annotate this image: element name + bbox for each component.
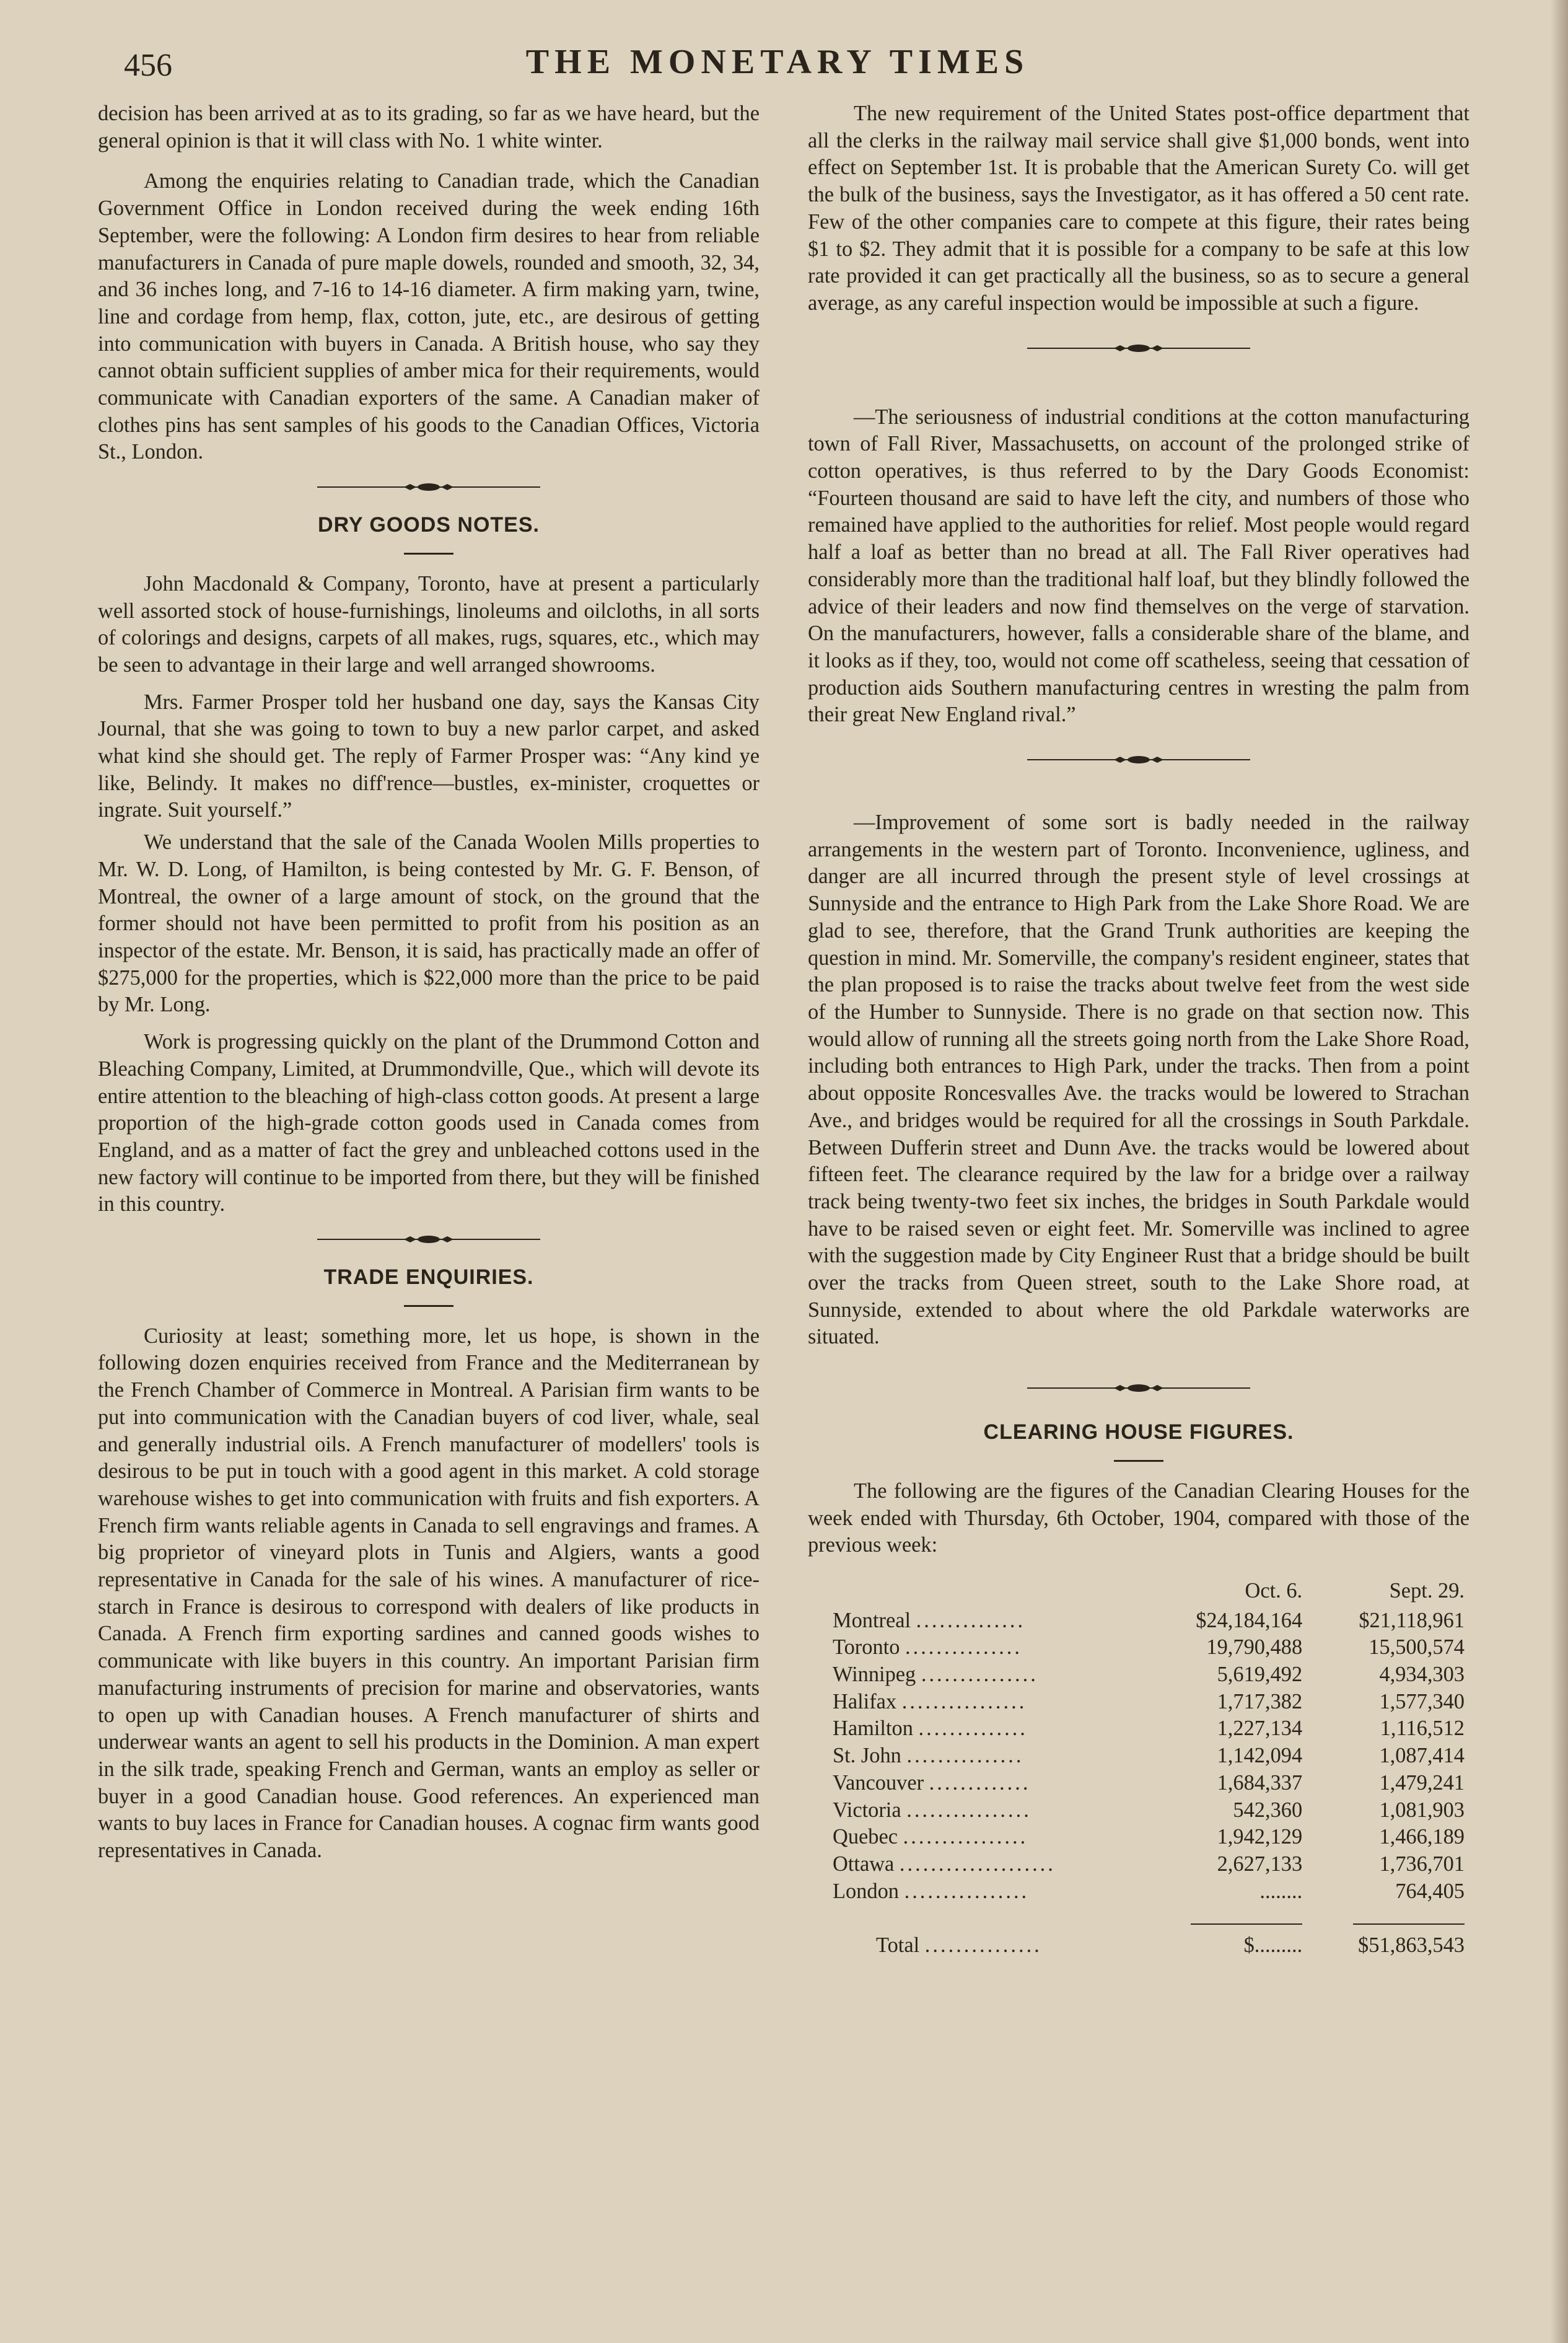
ornament-divider — [1027, 754, 1250, 766]
city-name: Halifax — [833, 1689, 897, 1713]
total-sep: $51,863,543 — [1358, 1933, 1465, 1958]
city-name: Winnipeg — [833, 1663, 916, 1687]
sep-value: 4,934,303 — [1379, 1663, 1465, 1687]
table-row — [833, 1743, 1465, 1770]
city-name: St. John — [833, 1744, 901, 1768]
dry-goods-paragraph: We understand that the sale of the Canada Woolen Mills properties to Mr. W. D. Long, of Hamilton, is being contested by Mr. G. F. Benson, of Montreal, the owner of a large amount of stock, on the ground that the former should not have been permitted to profit from his position as an inspector of the estate. Mr. Benson, it is said, has practically made an offer of $275,000 for the properties, which is $22,000 more than the price to be paid by Mr. Long. — [98, 830, 760, 1017]
heading-rule — [404, 1305, 453, 1307]
clearing-house-table — [833, 1578, 1465, 1959]
left-column — [98, 100, 760, 1870]
dry-goods-paragraph: Work is progressing quickly on the plant of the Drummond Cotton and Bleaching Company, Limited, at Drummondville, Que., which will devote its entire attention to the bleaching of high-class cotton goods. At present a large proportion of the high-grade cotton goods used in Canada comes from England, and as a matter of fact the grey and unbleached cottons used in the new factory will continue to be imported from there, but they will be finished in this country. — [98, 1030, 760, 1216]
leader-dots: ................ — [903, 1825, 1028, 1849]
dry-goods-paragraph: John Macdonald & Company, Toronto, have at present a particularly well assorted stock of house-furnishings, linoleums and oilcloths, in all sorts of colorings and designs, carpets of all makes, rugs, squares, etc., which may be seen to advantage in their large and well arranged showrooms. — [98, 571, 760, 677]
page-number: 456 — [124, 48, 172, 83]
city-name: London — [833, 1879, 899, 1903]
leader-dots: ................ — [906, 1798, 1031, 1822]
sep-value: 15,500,574 — [1369, 1635, 1465, 1659]
ornament-divider — [1027, 1382, 1250, 1394]
leader-dots: .............. — [918, 1717, 1028, 1741]
london-enquiries-paragraph: Among the enquiries relating to Canadian trade, which the Canadian Government Office in London received during the week ending 16th September, were the following: A London firm desires to hear from reliable manufacturers in Canada of pure maple dowels, rounded and smooth, 32, 34, and 36 inches long, and 7-16 to 14-16 diameter. A firm making yarn, twine, line and cordage from hemp, flax, cotton, jute, etc., are desirous of getting into communication with buyers in Canada. A British house, who say they cannot obtain sufficient supplies of amber mica for their requirements, would communicate with Canadian exporters of the same. A Canadian maker of clothes pins has sent samples of his goods to the Canadian Offices, Victoria St., London. — [98, 169, 760, 464]
oct-value: 1,684,337 — [1217, 1770, 1303, 1795]
total-row — [833, 1932, 1465, 1959]
oct-value: 542,360 — [1233, 1798, 1303, 1822]
table-header-blank — [833, 1578, 1163, 1607]
clearing-intro-paragraph: The following are the figures of the Canadian Clearing Houses for the week ended with Thursday, 6th October, 1904, compared with those of the previous week: — [808, 1479, 1469, 1557]
leader-dots: .................... — [899, 1852, 1056, 1876]
oct-value: $24,184,164 — [1196, 1608, 1303, 1632]
city-name: Hamilton — [833, 1717, 913, 1741]
city-name: Vancouver — [833, 1770, 924, 1795]
leader-dots: ............... — [924, 1933, 1042, 1958]
oct-value: 2,627,133 — [1217, 1852, 1303, 1876]
trade-enquiries-paragraph: Curiosity at least; something more, let us hope, is shown in the following dozen enquiries received from France and the Mediterranean by the French Chamber of Commerce in Montreal. A Parisian firm wants to be put into communication with the Canadian buyers of cod liver, whale, seal and generally industrial oils. A French manufacturer of modellers' tools is desirous to be put in touch with a good agent in this market. A cold storage warehouse wishes to get into communication with fruits and fish exporters. A French firm wants reliable agents in Canada to sell engravings and frames. A big proprietor of vineyard plots in Tunis and Algiers, wants a good representative in Canada for the sale of his wines. A manufacturer of rice-starch in France is desirous to correspond with dealers of like products in Canada. A French firm exporting sardines and canned goods wishes to communicate with like buyers in this country. An important Parisian firm manufacturing instruments of precision for marine and observatories, wants to open up with Canadian houses. A French manufacturer of shirts and underwear wants an agent to sell his products in the Dominion. A man expert in the silk trade, speaking French and German, wants an employ as seller or buyer in a good Canadian house. Good references. An experienced man wants to buy laces in France for Canadian houses. A cognac firm wants good representatives in Canada. — [98, 1324, 760, 1863]
leader-dots: ............... — [921, 1663, 1038, 1687]
leader-dots: ................ — [904, 1879, 1030, 1903]
city-name: Quebec — [833, 1825, 898, 1849]
table-row — [833, 1715, 1465, 1743]
sum-rule — [1191, 1923, 1302, 1925]
table-row — [833, 1878, 1465, 1906]
right-column — [808, 100, 1469, 1959]
table-row — [833, 1824, 1465, 1851]
leader-dots: ............... — [905, 1635, 1022, 1659]
page-header — [93, 42, 1462, 92]
sep-value: $21,118,961 — [1359, 1608, 1465, 1632]
sep-value: 1,466,189 — [1379, 1825, 1465, 1849]
city-name: Toronto — [833, 1635, 900, 1659]
sep-value: 1,087,414 — [1379, 1744, 1465, 1768]
sep-value: 1,116,512 — [1380, 1717, 1465, 1741]
dry-goods-heading: DRY GOODS NOTES. — [318, 513, 540, 537]
sum-rule-row — [833, 1905, 1465, 1932]
sep-value: 1,081,903 — [1379, 1798, 1465, 1822]
oct-value: ........ — [1259, 1879, 1303, 1903]
masthead-title: THE MONETARY TIMES — [525, 43, 1030, 81]
dry-goods-paragraph: Mrs. Farmer Prosper told her husband one day, says the Kansas City Journal, that she was going to town to buy a new parlor carpet, and asked what kind she should get. The reply of Farmer Prosper was: “Any kind ye like, Belindy. It makes no diff'rence—bustles, ex-minister, croquettes or ingrate. Suit yourself.” — [98, 690, 760, 822]
leader-dots: ............... — [906, 1744, 1024, 1768]
trade-enquiries-heading: TRADE ENQUIRIES. — [323, 1265, 534, 1290]
grading-paragraph: decision has been arrived at as to its grading, so far as we have heard, but the general opinion is that it will class with No. 1 white winter. — [98, 102, 760, 152]
sep-value: 764,405 — [1395, 1879, 1465, 1903]
heading-rule — [404, 553, 453, 555]
table-row — [833, 1661, 1465, 1689]
clearing-house-heading: CLEARING HOUSE FIGURES. — [983, 1420, 1294, 1444]
city-name: Victoria — [833, 1798, 901, 1822]
oct-value: 1,227,134 — [1217, 1717, 1303, 1741]
post-office-paragraph: The new requirement of the United States post-office department that all the clerks in the railway mail service shall give $1,000 bonds, went into effect on September 1st. It is probable that the American Surety Co. will get the bulk of the business, says the Investigator, as it has offered a 50 cent rate. Few of the other companies care to compete at this figure, their rates being $1 to $2. They admit that it is possible for a company to be safe at this low rate provided it can get practically all the business, so as to secure a general average, as any careful inspection would be impossible at such a figure. — [808, 102, 1469, 315]
table-row — [833, 1851, 1465, 1878]
page-edge-shadow — [1551, 0, 1568, 2343]
table-header-oct: Oct. 6. — [1245, 1578, 1303, 1602]
sep-value: 1,736,701 — [1379, 1852, 1465, 1876]
table-row — [833, 1607, 1465, 1635]
sep-value: 1,577,340 — [1379, 1689, 1465, 1713]
sep-value: 1,479,241 — [1379, 1770, 1465, 1795]
table-row — [833, 1797, 1465, 1824]
table-header-sep: Sept. 29. — [1389, 1578, 1465, 1602]
oct-value: 1,942,129 — [1217, 1825, 1303, 1849]
fall-river-paragraph: —The seriousness of industrial conditions at the cotton manufacturing town of Fall River, Massachusetts, on account of the prolonged strike of cotton operatives, is thus referred to by the Dary Goods Economist: “Fourteen thousand are said to have left the city, and numbers of those who remained have applied to the authorities for relief. Most people would regard half a loaf as better than no bread at all. The Fall River operatives had considerably more than the traditional half loaf, but they blindly followed the advice of their leaders and now find themselves on the verge of starvation. On the manufacturers, however, falls a considerable share of the blame, and it looks as if they, too, would not come off scatheless, seeing that cessation of production aids Southern manufacturing centres in wresting the palm from their great New England rival.” — [808, 405, 1469, 727]
city-name: Ottawa — [833, 1852, 895, 1876]
total-label: Total — [876, 1933, 920, 1958]
oct-value: 1,717,382 — [1217, 1689, 1303, 1713]
sum-rule — [1353, 1923, 1465, 1925]
ornament-divider — [317, 1233, 540, 1246]
leader-dots: ............. — [929, 1770, 1031, 1795]
ornament-divider — [317, 481, 540, 493]
table-row — [833, 1634, 1465, 1661]
table-header-row — [833, 1578, 1465, 1607]
total-oct: $......... — [1243, 1933, 1303, 1958]
ornament-divider — [1027, 342, 1250, 354]
heading-rule — [1114, 1460, 1163, 1462]
table-row — [833, 1689, 1465, 1716]
city-name: Montreal — [833, 1608, 911, 1632]
leader-dots: .............. — [916, 1608, 1026, 1632]
oct-value: 5,619,492 — [1217, 1663, 1303, 1687]
leader-dots: ................ — [901, 1689, 1027, 1713]
railway-paragraph: —Improvement of some sort is badly needed in the railway arrangements in the western part of Toronto. Inconvenience, ugliness, and danger are all incurred through the present style of level crossings at Sunnyside and the entrance to High Park from the Lake Shore Road. We are glad to see, therefore, that the Grand Trunk authorities are keeping the question in mind. Mr. Somerville, the company's resident engineer, states that the plan proposed is to raise the tracks about twelve feet from the west side of the Humber to Sunnyside. There is no grade on that section now. This would allow of running all the streets going north from the Lake Shore Road, including both entrances to High Park, under the tracks. Then from a point about opposite Roncesvalles Ave. the tracks would be lowered to Strachan Ave., and bridges would be required for all the crossings in South Parkdale. Between Dufferin street and Dunn Ave. the tracks would be lowered about fifteen feet. The clearance required by the law for a bridge over a railway track being twenty-two feet six inches, the bridges in South Parkdale would have to be raised seven or eight feet. Mr. Somerville was inclined to agree with the suggestion made by City Engineer Rust that a bridge should be built over the tracks from Queen street, south to the Lake Shore road, at Sunnyside, extended to about where the old Parkdale waterworks are situated. — [808, 811, 1469, 1349]
oct-value: 1,142,094 — [1217, 1744, 1303, 1768]
table-row — [833, 1770, 1465, 1797]
table-body — [833, 1607, 1465, 1906]
oct-value: 19,790,488 — [1206, 1635, 1303, 1659]
